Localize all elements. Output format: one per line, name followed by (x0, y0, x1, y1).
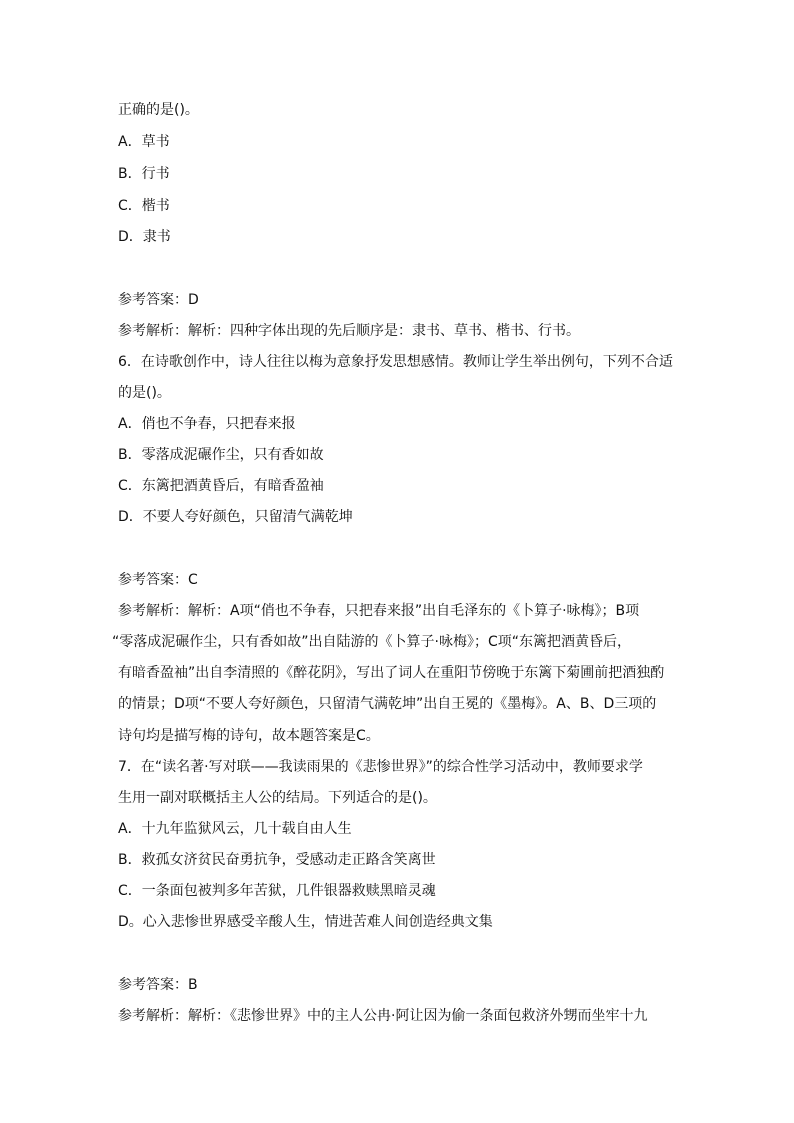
question-6-stem: 的是()。 (118, 385, 171, 401)
q6-option-c: C．东篱把酒黄昏后，有暗香盈袖 (118, 478, 324, 494)
q7-option-c: C．一条面包被判多年苦狱，几件银器救赎黑暗灵魂 (118, 883, 436, 899)
q7-answer: 参考答案：B (118, 977, 198, 993)
q7-option-d: D。心入悲惨世界感受辛酸人生，情进苦难人间创造经典文集 (118, 914, 493, 930)
q6-explanation: 的情景；D项“不要人夸好颜色，只留清气满乾坤”出自王冕的《墨梅》。A、B、D三项的 (118, 696, 657, 712)
q5-answer: 参考答案：D (118, 292, 199, 308)
q6-option-d: D．不要人夸好颜色，只留清气满乾坤 (118, 509, 353, 525)
question-5-stem-tail: 正确的是()。 (118, 102, 199, 118)
q7-option-a: A．十九年监狱风云，几十载自由人生 (118, 821, 352, 837)
q7-explanation: 参考解析：解析：《悲惨世界》中的主人公冉·阿让因为偷一条面包救济外甥而坐牢十九 (118, 1008, 648, 1024)
q6-explanation: 有暗香盈袖”出自李清照的《醉花阴》，写出了词人在重阳节傍晚于东篱下菊圃前把酒独酌 (118, 665, 665, 681)
question-7-stem: 生用一副对联概括主人公的结局。下列适合的是()。 (118, 790, 437, 806)
q5-option-b: B．行书 (118, 166, 170, 182)
q6-explanation: 诗句均是描写梅的诗句，故本题答案是C。 (118, 728, 380, 744)
q6-option-a: A．俏也不争春，只把春来报 (118, 416, 296, 432)
q5-option-c: C．楷书 (118, 198, 170, 214)
q5-explanation: 参考解析：解析：四种字体出现的先后顺序是：隶书、草书、楷书、行书。 (118, 323, 580, 339)
q6-explanation: 参考解析：解析：A项“俏也不争春，只把春来报”出自毛泽东的《卜算子·咏梅》；B项 (118, 603, 640, 619)
q6-explanation: “零落成泥碾作尘，只有香如故”出自陆游的《卜算子·咏梅》；C项“东篱把酒黄昏后， (112, 634, 631, 650)
q5-option-d: D．隶书 (118, 229, 171, 245)
q6-option-b: B．零落成泥碾作尘，只有香如故 (118, 447, 324, 463)
q7-option-b: B．救孤女济贫民奋勇抗争，受感动走正路含笑离世 (118, 852, 436, 868)
question-6-stem: 6．在诗歌创作中，诗人往往以梅为意象抒发思想感情。教师让学生举出例句，下列不合适 (118, 354, 673, 370)
q5-option-a: A．草书 (118, 134, 170, 150)
question-7-stem: 7．在“读名著·写对联——我读雨果的《悲惨世界》”的综合性学习活动中，教师要求学 (118, 759, 643, 775)
q6-answer: 参考答案：C (118, 572, 198, 588)
